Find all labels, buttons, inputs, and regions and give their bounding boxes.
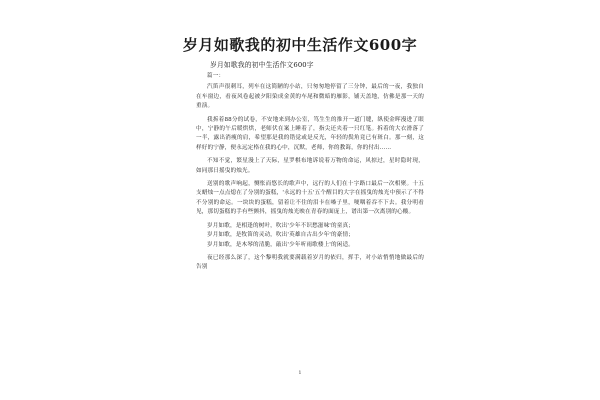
poem-line: 岁月如歌，是木琴的清脆，敲出'少年听雨歌楼上'的闲适。 [207, 241, 354, 248]
poem-line: 岁月如歌，是牧笛的灵动，吹出'英雄自古出少年'的豪情； [207, 232, 354, 239]
paragraph: 汽笛声很刺耳，列车在这简陋的小站，只匆匆地停留了三分钟，最后的一夜，我独自在车窗边，看夜风卷起被夕阳染成金黄的车尾和微暗的雁影，铺天盖地，仿佛是那一天的重演。 [196, 84, 424, 110]
document-subtitle: 岁月如歌我的初中生活作文600字 [210, 61, 314, 69]
paragraph: 我拆着88分的试卷，不安地来到办公室，笃生生的推开一道门缝，纵使金晖漫进了眼中，宁静的午后暖烘烘，老师伏在案上睡着了，指尖还夹着一只红笔。拆着的大衣滑落了一半，露出消瘦的肩，希望那是我的错觉或是反光，年轻的鬓角竟已有斑白。那一刻，这样好的宁静，便永远定格在我的心中，沉默，老师，你的教诲，你的付出…… [196, 116, 424, 151]
poem-line: 岁月如歌，是相逢的树叶，吹出'少年不识愁滋味'的童真； [207, 222, 354, 229]
closing-paragraph: 夜已经那么深了，这个黎明我就要满载着岁月的依归，挥手，对小站悄悄地做最后的告别 [196, 254, 424, 271]
paragraph: 送别的歌声响起，恻怅而悠长的歌声中，远行的人们在十字路口最后一次相聚。十五支蜡烛一点点熄在了分别的蛋糕，'永远的十五'五个醒目的大字在摇曳的烛光中预示了不得不分别的命运。一块块的蛋糕，留着让不住的泪卡在嗓子里，哽咽着吞不下去。我分明看见，那切蛋糕的手有些颤抖，摇曳的烛光映在青春的面庞上，谱出第一次离别的心酸。 [196, 181, 424, 216]
document-title: 岁月如歌我的初中生活作文600字 [182, 36, 418, 54]
section-heading: 篇一： [207, 73, 225, 79]
page-number: 1 [298, 370, 302, 376]
paragraph: 不知不觉，繁星漫上了天际，星罗棋布地诉说着万物的命运，风掠过，星时隐时现，如同那日摇曳的烛光。 [196, 158, 424, 174]
document-body [196, 60, 424, 277]
